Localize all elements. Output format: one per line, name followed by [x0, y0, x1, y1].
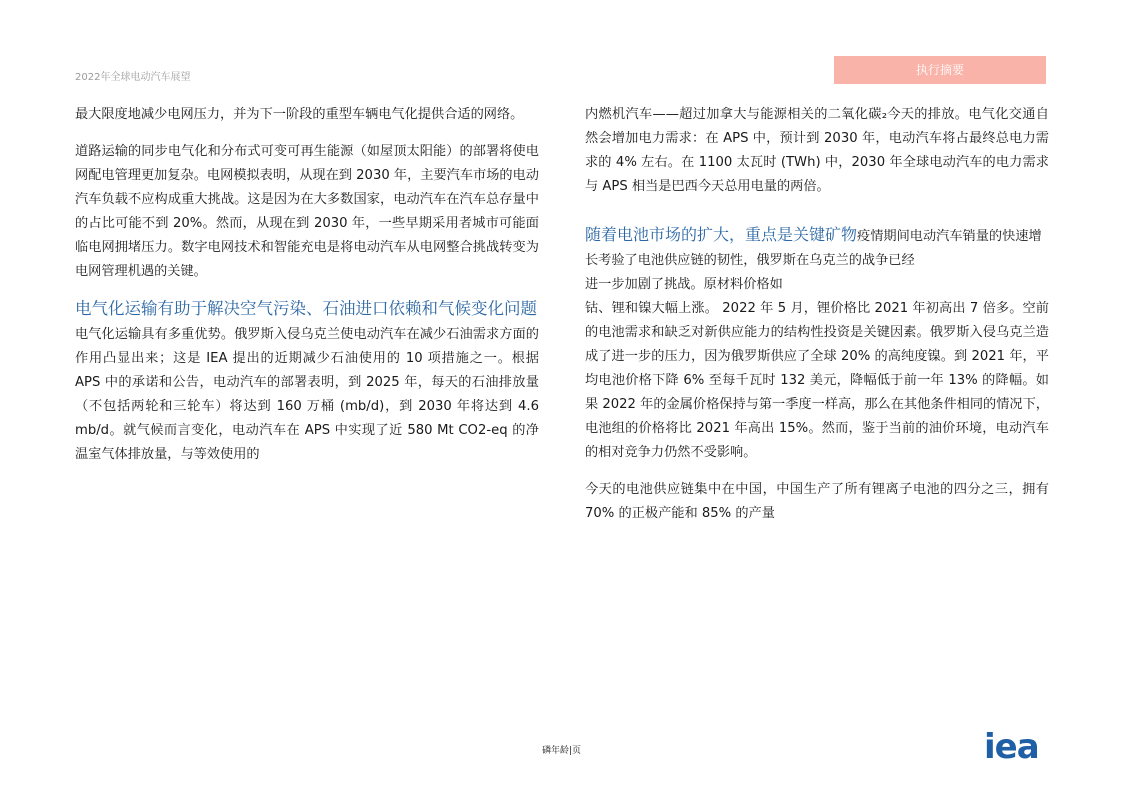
- paragraph: 电气化运输具有多重优势。俄罗斯入侵乌克兰使电动汽车在减少石油需求方面的作用凸显出来；这是 IEA 提出的近期减少石油使用的 10 项措施之一。根据 APS 中的承诺和公告，电动汽车的部署表明，到 2025 年，每天的石油排放量（不包括两轮和三轮车）将达到 160 万桶 (mb/d)，到 2030 年将达到 4.6 mb/d。就气候而言变化，电动汽车在 APS 中实现了近 580 Mt CO2-eq 的净温室气体排放量，与等效使用的: [75, 327, 539, 462]
- text-line: 进一步加剧了挑战。原材料价格如: [585, 277, 783, 292]
- section-tab-executive-summary[interactable]: 执行摘要: [834, 56, 1046, 84]
- logo-text: iea: [984, 730, 1039, 762]
- report-title: 2022年全球电动汽车展望: [75, 72, 191, 83]
- paragraph: 道路运输的同步电气化和分布式可变可再生能源（如屋顶太阳能）的部署将使电网配电管理更加复杂。电网模拟表明，从现在到 2030 年，主要汽车市场的电动汽车负载不应构成重大挑战。这是因为在大多数国家，电动汽车在汽车总存量中的占比可能不到 20%。然而，从现在到 2030 年，一些早期采用者城市可能面临电网拥堵压力。数字电网技术和智能充电是将电动汽车从电网整合挑战转变为电网管理机遇的关键。: [75, 144, 539, 279]
- text-line: 长考验了电池供应链的韧性，俄罗斯在乌克兰的战争已经: [585, 253, 915, 268]
- heading-tail-text: 疫情期间电动汽车销量的快速增: [857, 229, 1042, 244]
- section-heading: 电气化运输有助于解决空气污染、石油进口依赖和气候变化问题: [75, 299, 537, 318]
- left-column: [75, 103, 539, 480]
- paragraph: 最大限度地减少电网压力，并为下一阶段的重型车辆电气化提供合适的网络。: [75, 107, 524, 122]
- paragraph: 内燃机汽车——超过加拿大与能源相关的二氧化碳₂今天的排放。电气化交通自然会增加电力需求：在 APS 中，预计到 2030 年，电动汽车将占最终总电力需求的 4% 左右。在 1100 太瓦时 (TWh) 中，2030 年全球电动汽车的电力需求与 APS 相当是巴西今天总用电量的两倍。: [585, 107, 1049, 194]
- page-number: 磷年龄|页: [542, 746, 582, 756]
- paragraph: 钴、锂和镍大幅上涨。 2022 年 5 月，锂价格比 2021 年初高出 7 倍多。空前的电池需求和缺乏对新供应能力的结构性投资是关键因素。俄罗斯入侵乌克兰造成了进一步的压力，因为俄罗斯供应了全球 20% 的高纯度镍。到 2021 年，平均电池价格下降 6% 至每千瓦时 132 美元，降幅低于前一年 13% 的降幅。如果 2022 年的金属价格保持与第一季度一样高，那么在其他条件相同的情况下，电池组的价格将比 2021 年高出 15%。然而，鉴于当前的油价环境，电动汽车的相对竞争力仍然不受影响。: [585, 301, 1049, 460]
- right-column: [585, 103, 1049, 539]
- section-heading: 随着电池市场的扩大，重点是关键矿物: [585, 225, 858, 244]
- paragraph: 今天的电池供应链集中在中国，中国生产了所有锂离子电池的四分之三，拥有 70% 的正极产能和 85% 的产量: [585, 482, 1049, 521]
- heading-block: [585, 223, 1049, 297]
- iea-logo-icon: [984, 730, 1048, 762]
